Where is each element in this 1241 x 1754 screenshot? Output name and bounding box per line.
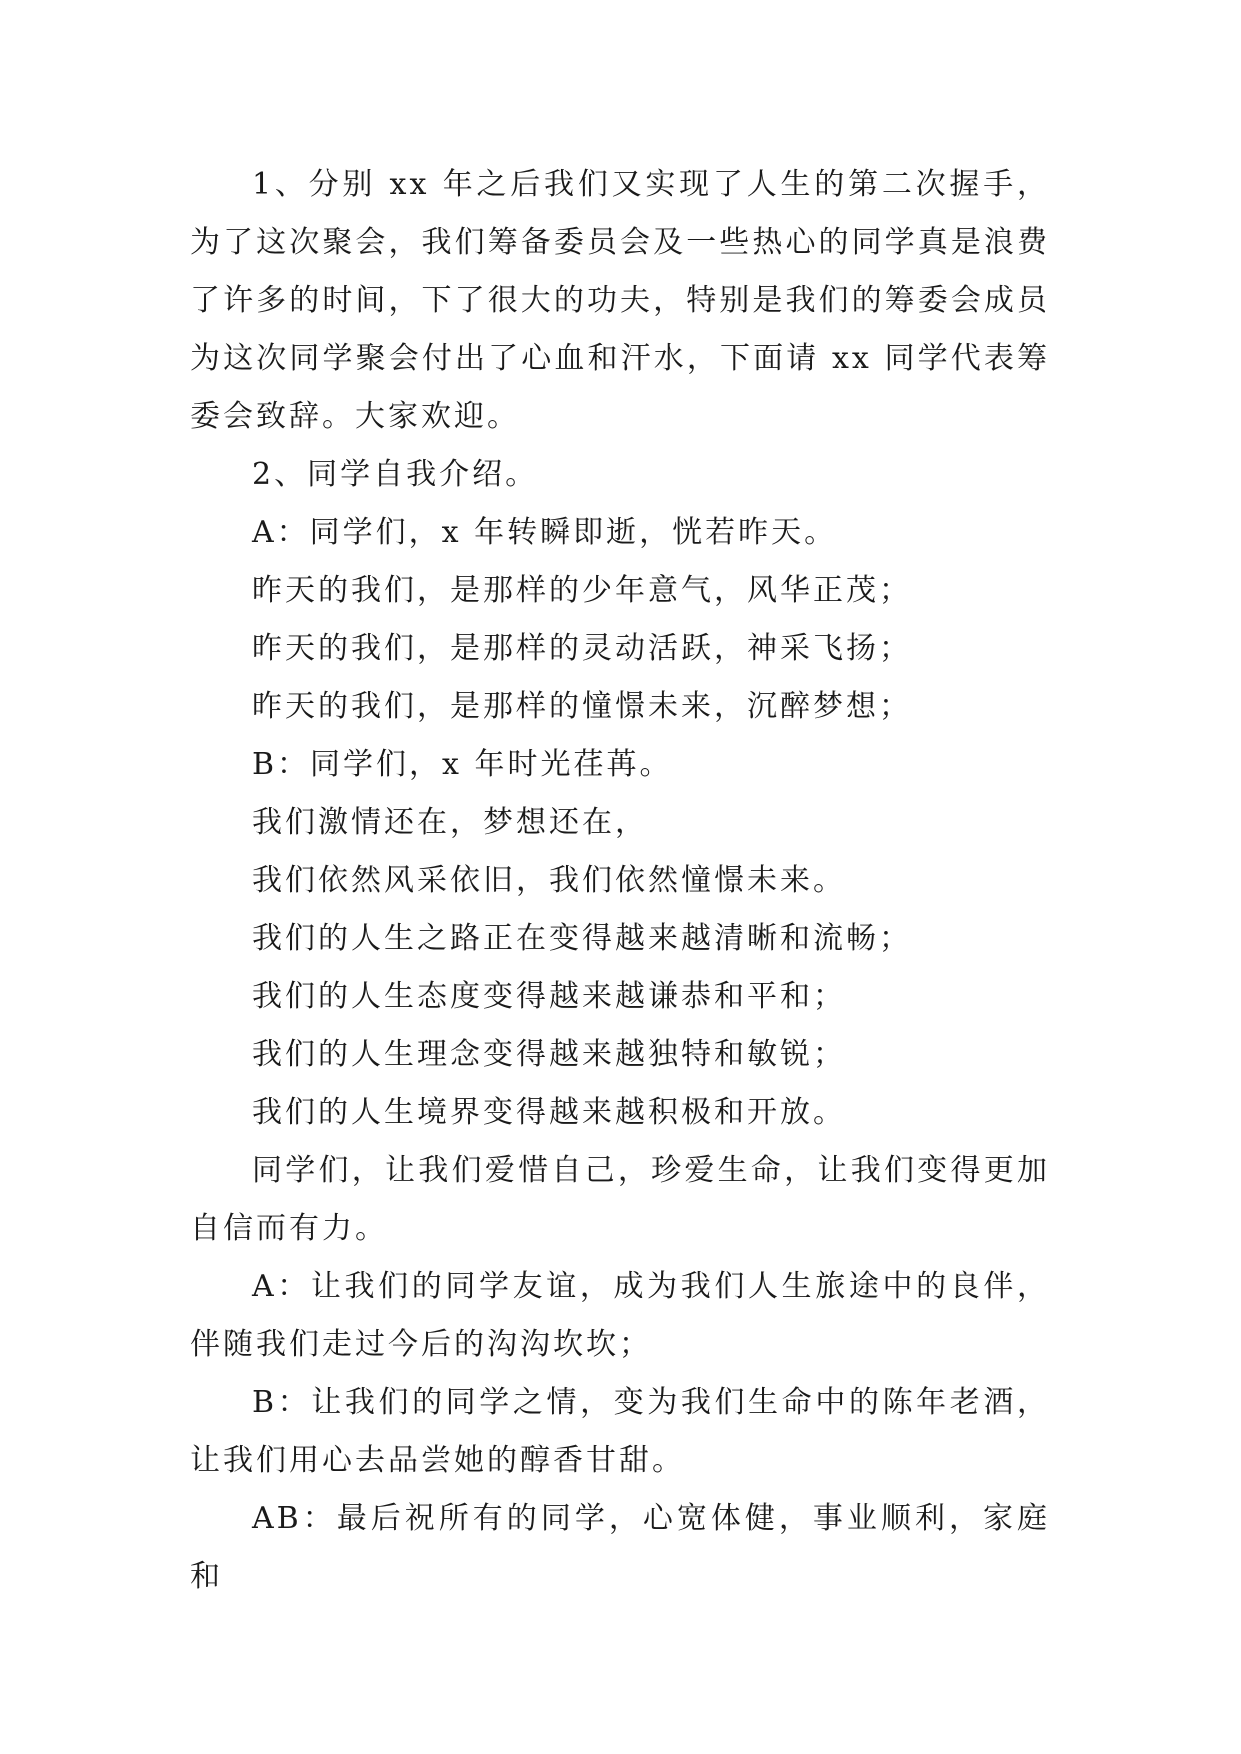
paragraph-life-path: 我们的人生之路正在变得越来越清晰和流畅； — [252, 921, 912, 956]
paragraph-life-philosophy: 我们的人生理念变得越来越独特和敏锐； — [252, 1037, 846, 1072]
paragraph-a-friendship: A：让我们的同学友谊，成为我们人生旅途中的良伴，伴随我们走过今后的沟沟坎坎； — [190, 1269, 1050, 1362]
paragraph-yesterday-dreams: 昨天的我们，是那样的憧憬未来，沉醉梦想； — [252, 689, 912, 724]
paragraph-self-introduction: 2、同学自我介绍。 — [252, 457, 539, 492]
paragraph-b-old-wine: B：让我们的同学之情，变为我们生命中的陈年老酒，让我们用心去品尝她的醇香甘甜。 — [190, 1385, 1050, 1478]
paragraph-a-years-passed: A：同学们，x 年转瞬即逝，恍若昨天。 — [252, 515, 838, 550]
paragraph-still-graceful: 我们依然风采依旧，我们依然憧憬未来。 — [252, 863, 846, 898]
paragraph-opening-remarks: 1、分别 xx 年之后我们又实现了人生的第二次握手，为了这次聚会，我们筹备委员会及一些热心的同学真是浪费了许多的时间，下了很大的功夫，特别是我们的筹委会成员为这次同学聚会付出了心血和汗水，下面请 xx 同学代表筹委会致辞。大家欢迎。 — [190, 167, 1050, 434]
paragraph-yesterday-lively: 昨天的我们，是那样的灵动活跃，神采飞扬； — [252, 631, 912, 666]
paragraph-life-attitude: 我们的人生态度变得越来越谦恭和平和； — [252, 979, 846, 1014]
paragraph-yesterday-youth: 昨天的我们，是那样的少年意气，风华正茂； — [252, 573, 912, 608]
paragraph-b-time-flies: B：同学们，x 年时光荏苒。 — [252, 747, 673, 782]
document-body — [190, 156, 1050, 1606]
paragraph-cherish-life: 同学们，让我们爱惜自己，珍爱生命，让我们变得更加自信而有力。 — [190, 1153, 1050, 1246]
paragraph-passion-remains: 我们激情还在，梦想还在， — [252, 805, 648, 840]
paragraph-ab-wishes: AB：最后祝所有的同学，心宽体健，事业顺利，家庭和 — [190, 1501, 1050, 1594]
paragraph-life-realm: 我们的人生境界变得越来越积极和开放。 — [252, 1095, 846, 1130]
